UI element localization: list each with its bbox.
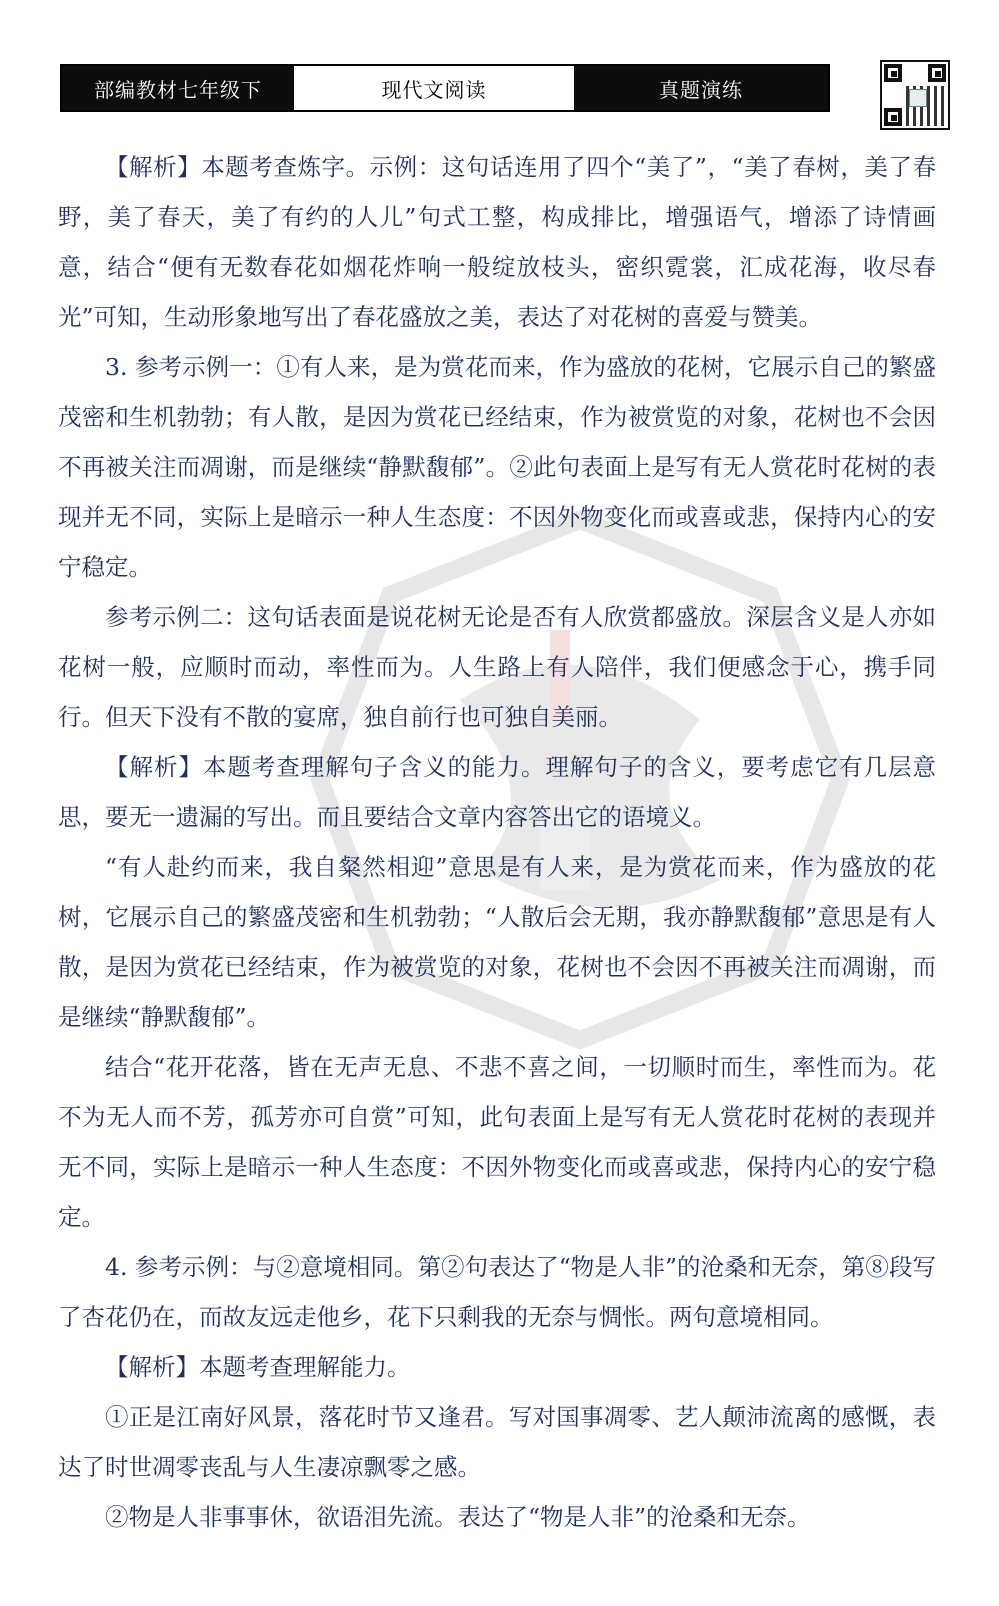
- header-grade: 部编教材七年级下: [62, 66, 294, 110]
- document-body: [58, 142, 936, 1542]
- paragraph: 3. 参考示例一：①有人来，是为赏花而来，作为盛放的花树，它展示自己的繁盛茂密和生机勃勃；有人散，是因为赏花已经结束，作为被赏览的对象，花树也不会因不再被关注而凋谢，而是继续“静默馥郁”。②此句表面上是写有无人赏花时花树的表现并无不同，实际上是暗示一种人生态度：不因外物变化而或喜或悲，保持内心的安宁稳定。: [58, 353, 936, 581]
- paragraph: “有人赴约而来，我自粲然相迎”意思是有人来，是为赏花而来，作为盛放的花树，它展示自己的繁盛茂密和生机勃勃；“人散后会无期，我亦静默馥郁”意思是有人散，是因为赏花已经结束，作为被赏览的对象，花树也不会因不再被关注而凋谢，而是继续“静默馥郁”。: [58, 853, 936, 1031]
- paragraph: 结合“花开花落，皆在无声无息、不悲不喜之间，一切顺时而生，率性而为。花不为无人而不芳，孤芳亦可自赏”可知，此句表面上是写有无人赏花时花树的表现并无不同，实际上是暗示一种人生态度：不因外物变化而或喜或悲，保持内心的安宁稳定。: [58, 1053, 936, 1231]
- paragraph: 参考示例二：这句话表面是说花树无论是否有人欣赏都盛放。深层含义是人亦如花树一般，应顺时而动，率性而为。人生路上有人陪伴，我们便感念于心，携手同行。但天下没有不散的宴席，独自前行也可独自美丽。: [58, 603, 936, 731]
- header-subject: 现代文阅读: [294, 66, 574, 110]
- header-section: 真题演练: [574, 66, 828, 110]
- paragraph: ②物是人非事事休，欲语泪先流。表达了“物是人非”的沧桑和无奈。: [105, 1503, 811, 1531]
- paragraph: 4. 参考示例：与②意境相同。第②句表达了“物是人非”的沧桑和无奈，第⑧段写了杏花仍在，而故友远走他乡，花下只剩我的无奈与惆怅。两句意境相同。: [58, 1253, 936, 1331]
- qr-code: [880, 60, 950, 130]
- paragraph: 【解析】本题考查理解句子含义的能力。理解句子的含义，要考虑它有几层意思，要无一遗漏的写出。而且要结合文章内容答出它的语境义。: [58, 753, 936, 831]
- paragraph: 【解析】本题考查理解能力。: [105, 1353, 411, 1381]
- header-bar: [60, 64, 830, 112]
- paragraph: ①正是江南好风景，落花时节又逢君。写对国事凋零、艺人颠沛流离的感慨，表达了时世凋零丧乱与人生凄凉飘零之感。: [58, 1403, 936, 1481]
- paragraph: 【解析】本题考查炼字。示例：这句话连用了四个“美了”，“美了春树，美了春野，美了春天，美了有约的人儿”句式工整，构成排比，增强语气，增添了诗情画意，结合“便有无数春花如烟花炸响一般绽放枝头，密织霓裳，汇成花海，收尽春光”可知，生动形象地写出了春花盛放之美，表达了对花树的喜爱与赞美。: [58, 153, 936, 331]
